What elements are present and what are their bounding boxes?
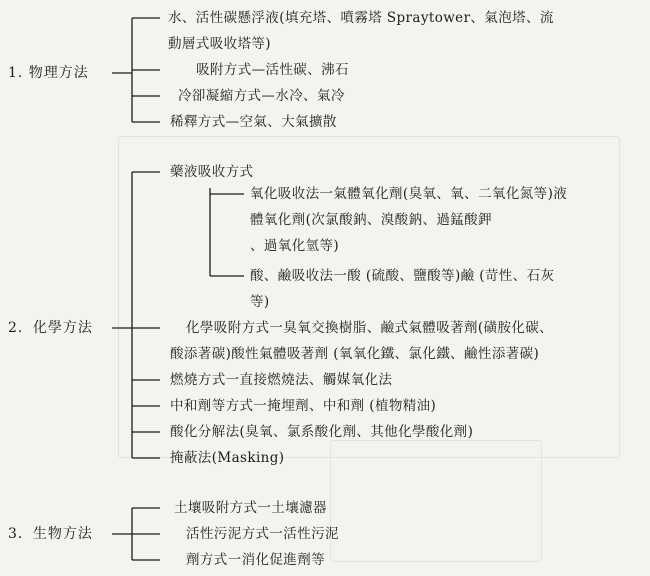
acid-base-line-1: 酸、鹼吸收法一酸 (硫酸、鹽酸等)鹼 (苛性、石灰 — [250, 268, 555, 284]
physical-item-2: 吸附方式—活性碳、沸石 — [196, 62, 349, 78]
biological-item-3: 劑方式一消化促進劑等 — [186, 552, 325, 568]
chemical-combustion: 燃燒方式一直接燃燒法、觸媒氧化法 — [170, 372, 393, 388]
oxidation-line-3: 、過氧化氫等) — [250, 238, 340, 254]
oxidation-line-1: 氧化吸收法一氣體氧化劑(臭氧、氧、二氧化氮等)液 — [250, 186, 568, 202]
chemical-neutralizer: 中和劑等方式一掩埋劑、中和劑 (植物精油) — [170, 398, 437, 414]
category-biological: 3．生物方法 — [8, 526, 93, 542]
physical-item-1-line-1: 水、活性碳懸浮液(填充塔、噴霧塔 Spraytower、氣泡塔、流 — [168, 10, 554, 26]
physical-item-3: 冷卻凝縮方式—水冷、氣冷 — [178, 88, 345, 104]
chemical-masking: 掩蔽法(Masking) — [170, 450, 285, 466]
category-physical: 1. 物理方法 — [8, 65, 89, 81]
biological-item-2: 活性污泥方式一活性污泥 — [186, 526, 339, 542]
physical-item-1-line-2: 動層式吸收塔等) — [168, 36, 271, 52]
category-chemical: 2．化學方法 — [8, 320, 93, 336]
acid-base-line-2: 等) — [250, 294, 270, 310]
chemical-adsorption-line-1: 化學吸附方式一臭氧交換樹脂、鹼式氣體吸著劑(磺胺化碳、 — [186, 320, 554, 336]
liquid-absorption-title: 藥液吸收方式 — [170, 164, 254, 180]
physical-item-4: 稀釋方式—空氣、大氣擴散 — [170, 114, 337, 130]
biological-item-1: 土壤吸附方式一土壤濾器 — [174, 500, 327, 516]
oxidation-line-2: 體氧化劑(次氯酸鈉、溴酸鈉、過錳酸鉀 — [250, 212, 492, 228]
chemical-adsorption-line-2: 酸添著碳)酸性氣體吸著劑 (氧氧化鐵、氯化鐵、鹼性添著碳) — [170, 346, 540, 362]
chemical-oxidative-decomposition: 酸化分解法(臭氧、氯系酸化劑、其他化學酸化劑) — [170, 424, 474, 440]
